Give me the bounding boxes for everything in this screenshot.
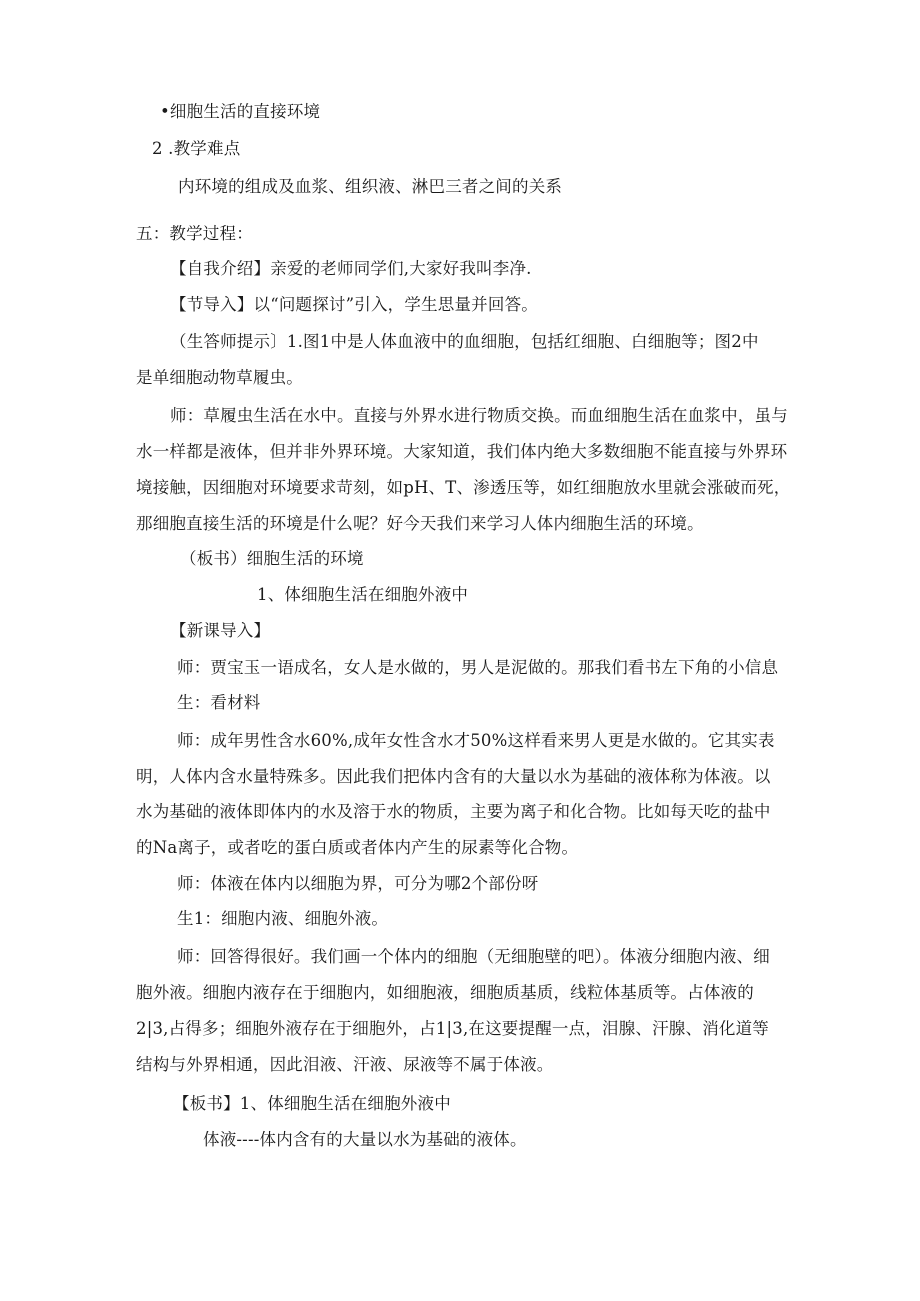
paragraph-water-content-line-3: 水为基础的液体即体内的水及溶于水的物质，主要为离子和化合物。比如每天吃的盐中 — [136, 802, 771, 821]
paragraph-self-introduction: 【自我介绍】亲爱的老师同学们,大家好我叫李净. — [170, 259, 532, 278]
text-difficulty-content: 内环境的组成及血浆、组织液、淋巴三者之间的关系 — [178, 177, 563, 196]
board-note-title: （板书）细胞生活的环境 — [180, 549, 364, 568]
paragraph-teacher-line-3: 境接触，因细胞对环境要求苛刻，如pH、T、渗透压等，如红细胞放水里就会涨破而死， — [136, 478, 791, 497]
heading-teaching-difficulty: 2 .教学难点 — [152, 139, 241, 158]
board-note-definition: 体液----体内含有的大量以水为基础的液体。 — [203, 1130, 527, 1149]
heading-new-lesson: 【新课导入】 — [170, 621, 271, 640]
board-note-point-1: 1、体细胞生活在细胞外液中 — [257, 585, 469, 604]
paragraph-teacher-line-4: 那细胞直接生活的环境是什么呢？好今天我们来学习人体内细胞生活的环境。 — [136, 514, 704, 533]
paragraph-teacher-quote: 师：贾宝玉一语成名，女人是水做的，男人是泥做的。那我们看书左下角的小信息 — [177, 658, 779, 677]
heading-teaching-process: 五：教学过程： — [136, 224, 253, 243]
paragraph-water-content-line-4: 的Na离子，或者吃的蛋白质或者体内产生的尿素等化合物。 — [136, 838, 579, 857]
paragraph-water-content-line-2: 明，人体内含水量特殊多。因此我们把体内含有的大量以水为基础的液体称为体液。以 — [136, 767, 771, 786]
paragraph-section-intro: 【节导入】以“问题探讨”引入，学生思量并回答。 — [170, 295, 538, 314]
paragraph-teacher-explain-line-3: 2|3,占得多；细胞外液存在于细胞外，占1|3,在这要提醒一点，泪腺、汗腺、消化道等 — [136, 1019, 769, 1038]
paragraph-student-1-answer: 生1：细胞内液、细胞外液。 — [177, 909, 389, 928]
paragraph-teacher-question: 师：体液在体内以细胞为界，可分为哪2个部份呀 — [177, 874, 539, 893]
paragraph-student-read: 生：看材料 — [177, 693, 261, 712]
heading-bullet-direct-environment: •细胞生活的直接环境 — [160, 102, 321, 121]
paragraph-teacher-explain-line-2: 胞外液。细胞内液存在于细胞内，如细胞液，细胞质基质，线粒体基质等。占体液的 — [136, 983, 754, 1002]
paragraph-teacher-explain-line-1: 师：回答得很好。我们画一个体内的细胞（无细胞壁的吧）。体液分细胞内液、细 — [177, 947, 770, 966]
paragraph-student-answer-line-2: 是单细胞动物草履虫。 — [136, 368, 303, 387]
paragraph-teacher-explain-line-4: 结构与外界相通，因此泪液、汗液、尿液等不属于体液。 — [136, 1055, 554, 1074]
paragraph-water-content-line-1: 师：成年男性含水60%,成年女性含水才50%这样看来男人更是水做的。它其实表 — [177, 731, 775, 750]
paragraph-teacher-line-1: 师：草履虫生活在水中。直接与外界水进行物质交换。而血细胞生活在血浆中，虽与 — [170, 406, 788, 425]
paragraph-student-answer-line-1: （生答师提示〕1.图1中是人体血液中的血细胞，包括红细胞、白细胞等；图2中 — [170, 332, 759, 351]
board-note-heading: 【板书】1、体细胞生活在细胞外液中 — [173, 1094, 451, 1113]
paragraph-teacher-line-2: 水一样都是液体，但并非外界环境。大家知道，我们体内绝大多数细胞不能直接与外界环 — [136, 442, 788, 461]
